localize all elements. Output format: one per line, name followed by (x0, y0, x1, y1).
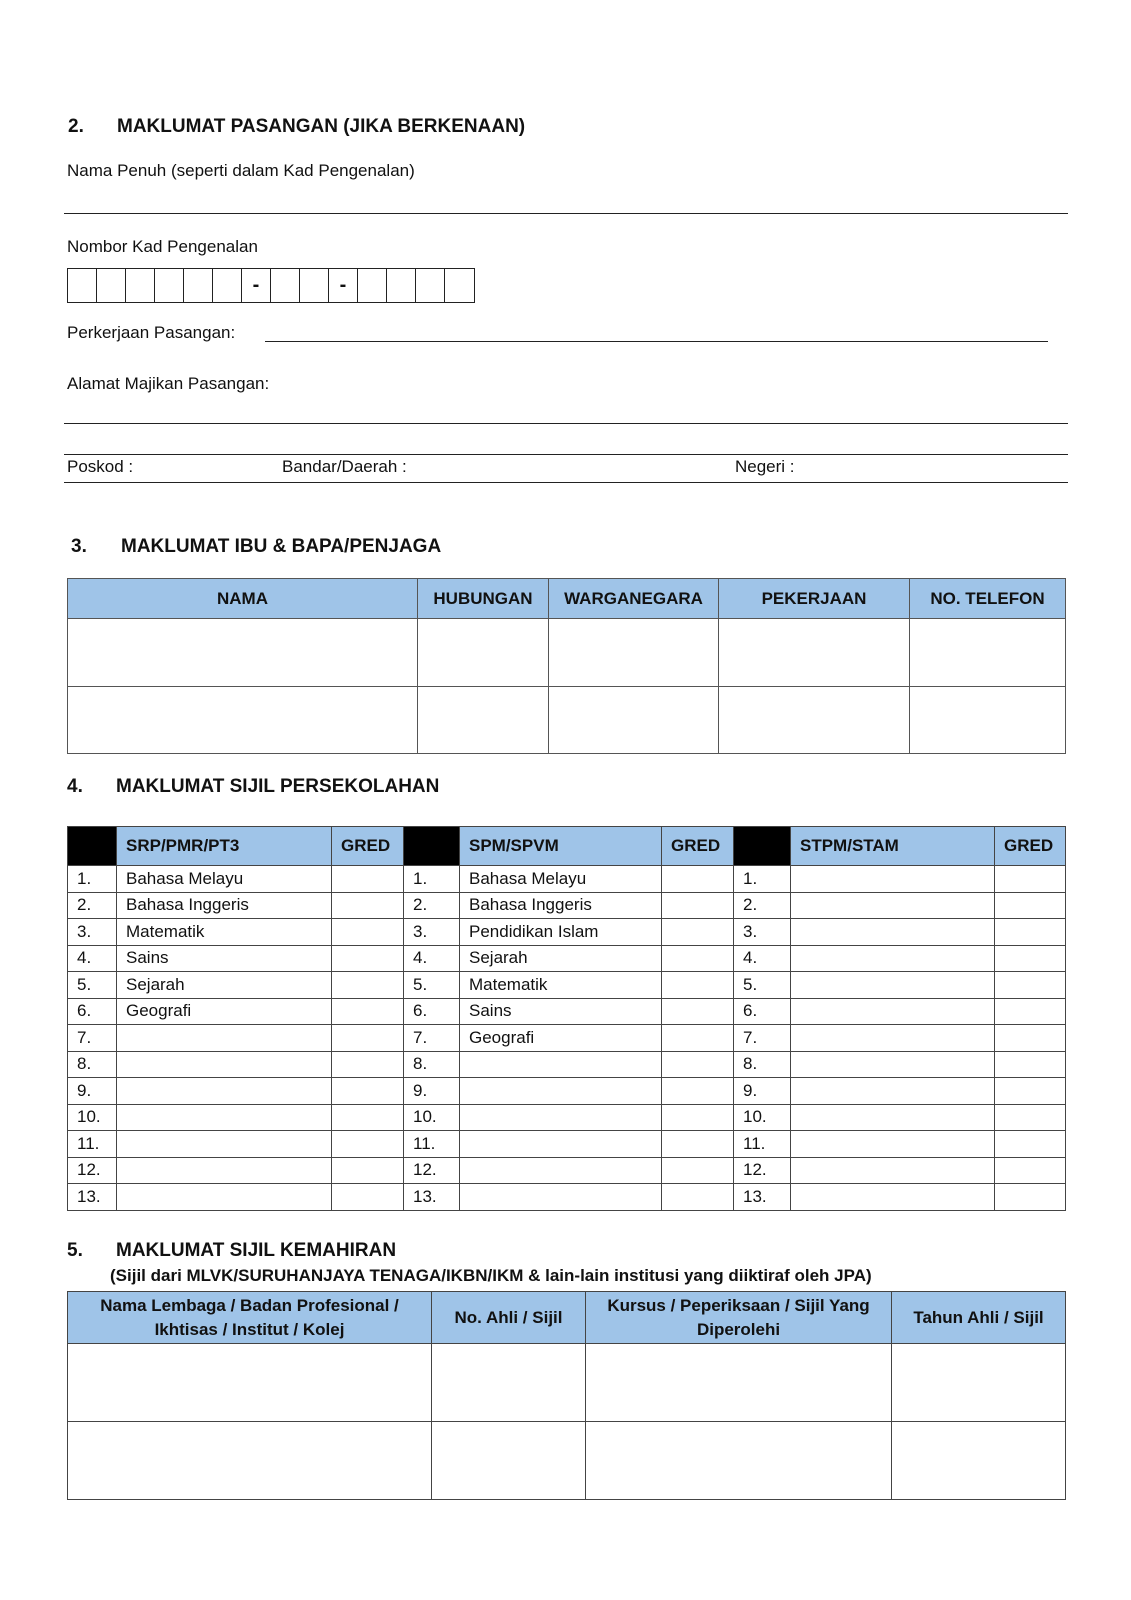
subject-cell[interactable] (791, 1131, 995, 1158)
header-black-cell (734, 827, 791, 866)
grade-cell[interactable] (662, 1078, 734, 1105)
grade-cell[interactable] (662, 998, 734, 1025)
subject-cell[interactable] (460, 1104, 662, 1131)
state-label: Negeri : (735, 457, 795, 476)
row-number: 3. (734, 919, 791, 946)
table-row (68, 972, 1066, 999)
table-cell[interactable] (68, 1344, 432, 1422)
employer-address-field[interactable] (64, 423, 1068, 424)
subject-cell[interactable] (791, 919, 995, 946)
table-cell[interactable] (68, 619, 418, 687)
subject-cell[interactable] (117, 1131, 332, 1158)
grade-cell[interactable] (662, 1157, 734, 1184)
ic-digit-box[interactable] (155, 269, 184, 302)
table-cell[interactable] (549, 687, 719, 754)
row-number: 2. (68, 892, 117, 919)
ic-digit-box[interactable] (416, 269, 445, 302)
grade-cell[interactable] (332, 892, 404, 919)
grade-cell[interactable] (662, 1104, 734, 1131)
grade-cell[interactable] (995, 1078, 1066, 1105)
table-cell[interactable] (432, 1422, 586, 1500)
section-4-number: 4. (67, 776, 83, 797)
subject-cell[interactable] (791, 866, 995, 893)
subject-cell[interactable] (791, 1078, 995, 1105)
ic-number-label: Nombor Kad Pengenalan (67, 237, 258, 256)
subject-cell[interactable] (460, 1078, 662, 1105)
table-row (68, 1157, 1066, 1184)
subject-cell[interactable] (791, 892, 995, 919)
subject-cell[interactable] (791, 1051, 995, 1078)
column-header-spm: SPM/SPVM (460, 827, 662, 866)
table-row (68, 1422, 1066, 1500)
column-header: Nama Lembaga / Badan Profesional / Ikhtisas / Institut / Kolej (68, 1292, 432, 1344)
subject-cell[interactable] (791, 972, 995, 999)
grade-cell[interactable] (995, 998, 1066, 1025)
row-number: 1. (404, 866, 460, 893)
table-cell[interactable] (68, 687, 418, 754)
ic-digit-box[interactable] (358, 269, 387, 302)
subject-cell[interactable] (117, 1025, 332, 1052)
table-row (68, 945, 1066, 972)
table-cell[interactable] (418, 619, 549, 687)
row-number: 13. (404, 1184, 460, 1211)
subject-cell[interactable]: Sejarah (460, 945, 662, 972)
ic-separator: - (242, 269, 271, 302)
occupation-label: Perkerjaan Pasangan: (67, 323, 236, 342)
ic-digit-box[interactable] (213, 269, 242, 302)
grade-cell[interactable] (332, 1104, 404, 1131)
row-number: 4. (68, 945, 117, 972)
grade-cell[interactable] (995, 919, 1066, 946)
grade-cell[interactable] (332, 1131, 404, 1158)
row-number: 2. (734, 892, 791, 919)
column-header: NAMA (68, 579, 418, 619)
row-number: 7. (404, 1025, 460, 1052)
row-number: 8. (68, 1051, 117, 1078)
row-number: 9. (734, 1078, 791, 1105)
section-3-title: MAKLUMAT IBU & BAPA/PENJAGA (121, 536, 442, 557)
section-4-title: MAKLUMAT SIJIL PERSEKOLAHAN (116, 776, 440, 797)
table-row (68, 1025, 1066, 1052)
grade-cell[interactable] (332, 998, 404, 1025)
ic-number-field[interactable] (67, 268, 475, 303)
table-row (68, 892, 1066, 919)
grade-cell[interactable] (662, 866, 734, 893)
subject-cell[interactable]: Matematik (117, 919, 332, 946)
subject-cell[interactable]: Pendidikan Islam (460, 919, 662, 946)
subject-cell[interactable]: Sains (460, 998, 662, 1025)
row-number: 9. (68, 1078, 117, 1105)
row-number: 7. (68, 1025, 117, 1052)
section-5-number: 5. (67, 1240, 83, 1261)
table-row (68, 1078, 1066, 1105)
table-cell[interactable] (719, 619, 910, 687)
row-number: 10. (404, 1104, 460, 1131)
table-cell[interactable] (892, 1422, 1066, 1500)
column-header: Kursus / Peperiksaan / Sijil Yang Diperolehi (586, 1292, 892, 1344)
subject-cell[interactable] (791, 1025, 995, 1052)
grade-cell[interactable] (332, 972, 404, 999)
header-black-cell (404, 827, 460, 866)
subject-cell[interactable] (117, 1051, 332, 1078)
row-number: 13. (734, 1184, 791, 1211)
row-number: 4. (404, 945, 460, 972)
section-5-subtitle: (Sijil dari MLVK/SURUHANJAYA TENAGA/IKBN/IKM & lain-lain institusi yang diiktiraf oleh JPA) (110, 1266, 872, 1285)
table-cell[interactable] (549, 619, 719, 687)
row-number: 11. (404, 1131, 460, 1158)
full-name-label: Nama Penuh (seperti dalam Kad Pengenalan) (67, 161, 415, 180)
subject-cell[interactable]: Bahasa Inggeris (117, 892, 332, 919)
ic-digit-box[interactable] (271, 269, 300, 302)
subject-cell[interactable] (791, 1104, 995, 1131)
row-number: 3. (404, 919, 460, 946)
column-header-gred: GRED (662, 827, 734, 866)
grade-cell[interactable] (332, 945, 404, 972)
grade-cell[interactable] (332, 1051, 404, 1078)
row-number: 13. (68, 1184, 117, 1211)
ic-separator: - (329, 269, 358, 302)
grade-cell[interactable] (662, 945, 734, 972)
subject-cell[interactable] (791, 1157, 995, 1184)
row-number: 12. (404, 1157, 460, 1184)
table-cell[interactable] (586, 1344, 892, 1422)
row-number: 6. (734, 998, 791, 1025)
grade-cell[interactable] (662, 1184, 734, 1211)
column-header-gred: GRED (995, 827, 1066, 866)
grade-cell[interactable] (995, 1184, 1066, 1211)
subject-cell[interactable]: Bahasa Melayu (117, 866, 332, 893)
ic-digit-box[interactable] (387, 269, 416, 302)
table-cell[interactable] (910, 687, 1066, 754)
subject-cell[interactable] (117, 1078, 332, 1105)
grade-cell[interactable] (995, 1025, 1066, 1052)
column-header: Tahun Ahli / Sijil (892, 1292, 1066, 1344)
grade-cell[interactable] (332, 1184, 404, 1211)
row-number: 4. (734, 945, 791, 972)
table-cell[interactable] (719, 687, 910, 754)
row-number: 8. (734, 1051, 791, 1078)
column-header: HUBUNGAN (418, 579, 549, 619)
table-row (68, 1051, 1066, 1078)
grade-cell[interactable] (332, 1078, 404, 1105)
ic-digit-box[interactable] (126, 269, 155, 302)
grade-cell[interactable] (332, 866, 404, 893)
ic-digit-box[interactable] (300, 269, 329, 302)
row-number: 2. (404, 892, 460, 919)
postcode-label: Poskod : (67, 457, 134, 476)
subject-cell[interactable]: Bahasa Inggeris (460, 892, 662, 919)
grade-cell[interactable] (995, 1157, 1066, 1184)
subject-cell[interactable]: Sains (117, 945, 332, 972)
column-header-gred: GRED (332, 827, 404, 866)
grade-cell[interactable] (332, 1025, 404, 1052)
row-number: 5. (68, 972, 117, 999)
full-name-field[interactable] (64, 213, 1068, 214)
row-number: 10. (734, 1104, 791, 1131)
row-number: 12. (68, 1157, 117, 1184)
row-number: 3. (68, 919, 117, 946)
row-number: 7. (734, 1025, 791, 1052)
occupation-field[interactable] (265, 341, 1048, 342)
grade-cell[interactable] (662, 1051, 734, 1078)
row-number: 5. (404, 972, 460, 999)
subject-cell[interactable]: Matematik (460, 972, 662, 999)
grade-cell[interactable] (662, 1131, 734, 1158)
subject-cell[interactable]: Geografi (117, 998, 332, 1025)
table-row (68, 1344, 1066, 1422)
grade-cell[interactable] (662, 972, 734, 999)
employer-address-line-2[interactable] (64, 454, 1068, 455)
subject-cell[interactable] (460, 1157, 662, 1184)
table-row (68, 687, 1066, 754)
employer-address-label: Alamat Majikan Pasangan: (67, 374, 270, 393)
table-cell[interactable] (418, 687, 549, 754)
row-number: 1. (68, 866, 117, 893)
subject-cell[interactable] (460, 1184, 662, 1211)
grade-cell[interactable] (995, 945, 1066, 972)
row-number: 6. (68, 998, 117, 1025)
table-cell[interactable] (892, 1344, 1066, 1422)
table-row (68, 1184, 1066, 1211)
ic-digit-box[interactable] (68, 269, 97, 302)
row-number: 11. (68, 1131, 117, 1158)
row-number: 12. (734, 1157, 791, 1184)
section-5-title: MAKLUMAT SIJIL KEMAHIRAN (116, 1240, 397, 1261)
subject-cell[interactable] (117, 1157, 332, 1184)
section-2-number: 2. (68, 116, 84, 137)
row-number: 9. (404, 1078, 460, 1105)
grade-cell[interactable] (662, 892, 734, 919)
subject-cell[interactable]: Geografi (460, 1025, 662, 1052)
row-number: 10. (68, 1104, 117, 1131)
header-black-cell (68, 827, 117, 866)
ic-digit-box[interactable] (97, 269, 126, 302)
column-header: PEKERJAAN (719, 579, 910, 619)
table-row (68, 866, 1066, 893)
table-cell[interactable] (586, 1422, 892, 1500)
column-header: WARGANEGARA (549, 579, 719, 619)
column-header: No. Ahli / Sijil (432, 1292, 586, 1344)
row-number: 5. (734, 972, 791, 999)
table-row (68, 998, 1066, 1025)
city-label: Bandar/Daerah : (282, 457, 407, 476)
row-number: 6. (404, 998, 460, 1025)
grade-cell[interactable] (332, 919, 404, 946)
grade-cell[interactable] (995, 1131, 1066, 1158)
row-number: 1. (734, 866, 791, 893)
subject-cell[interactable] (460, 1131, 662, 1158)
subject-cell[interactable] (791, 1184, 995, 1211)
column-header-srp: SRP/PMR/PT3 (117, 827, 332, 866)
subject-cell[interactable]: Bahasa Melayu (460, 866, 662, 893)
ic-digit-box[interactable] (184, 269, 213, 302)
subject-cell[interactable] (791, 998, 995, 1025)
ic-digit-box[interactable] (445, 269, 474, 302)
table-row (68, 919, 1066, 946)
table-cell[interactable] (910, 619, 1066, 687)
grade-cell[interactable] (995, 892, 1066, 919)
table-cell[interactable] (68, 1422, 432, 1500)
subject-cell[interactable] (117, 1184, 332, 1211)
grade-cell[interactable] (662, 919, 734, 946)
column-header-stpm: STPM/STAM (791, 827, 995, 866)
table-cell[interactable] (432, 1344, 586, 1422)
school-certificates-table (67, 826, 1066, 1211)
row-number: 8. (404, 1051, 460, 1078)
table-row (68, 1104, 1066, 1131)
section-3-number: 3. (71, 536, 87, 557)
skill-certificates-table (67, 1291, 1066, 1500)
grade-cell[interactable] (995, 866, 1066, 893)
grade-cell[interactable] (662, 1025, 734, 1052)
subject-cell[interactable] (791, 945, 995, 972)
grade-cell[interactable] (332, 1157, 404, 1184)
grade-cell[interactable] (995, 972, 1066, 999)
subject-cell[interactable] (117, 1104, 332, 1131)
grade-cell[interactable] (995, 1104, 1066, 1131)
column-header: NO. TELEFON (910, 579, 1066, 619)
subject-cell[interactable] (460, 1051, 662, 1078)
row-number: 11. (734, 1131, 791, 1158)
subject-cell[interactable]: Sejarah (117, 972, 332, 999)
table-row (68, 619, 1066, 687)
grade-cell[interactable] (995, 1051, 1066, 1078)
section-2-title: MAKLUMAT PASANGAN (JIKA BERKENAAN) (117, 116, 526, 137)
postcode-city-state-field[interactable] (64, 482, 1068, 483)
parents-table (67, 578, 1066, 754)
table-row (68, 1131, 1066, 1158)
